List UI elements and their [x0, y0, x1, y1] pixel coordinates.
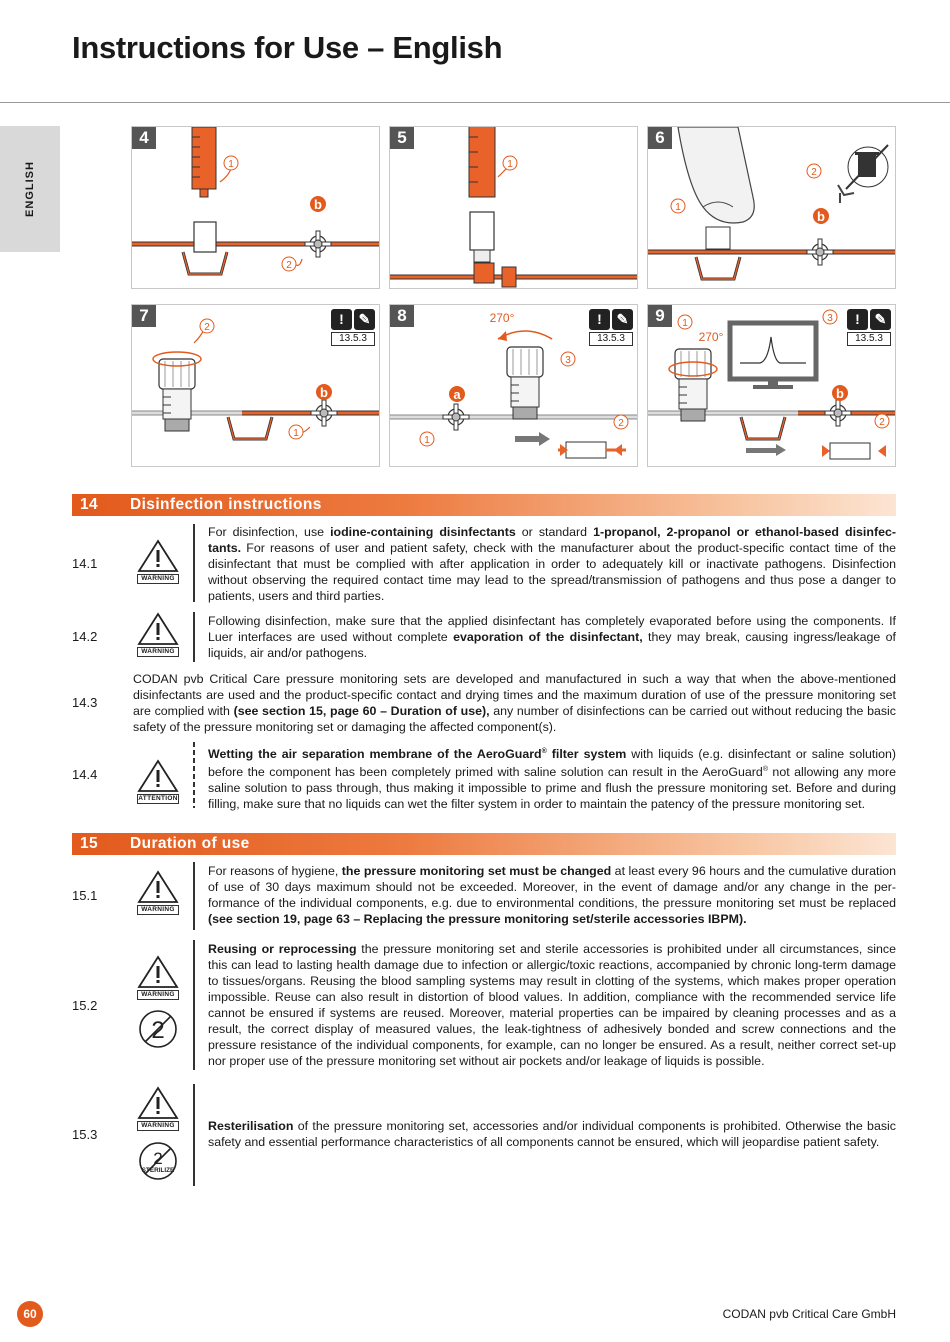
figure-4-callout-b: b: [314, 197, 322, 212]
figure-7: [131, 304, 380, 467]
language-tab-label: ENGLISH: [24, 161, 36, 217]
section-15-header: [72, 833, 896, 855]
attention-symbol: [137, 759, 179, 804]
figure-9: [647, 304, 896, 467]
figure-5-number: 5: [390, 127, 414, 149]
figure-8-callout-2: 2: [618, 418, 624, 429]
figure-9-number: 9: [648, 305, 672, 327]
figure-6: [647, 126, 896, 289]
figure-8-reference-label: 13.5.3: [589, 332, 633, 346]
warning-label: WARNING: [137, 1121, 179, 1131]
page-number: 60: [17, 1301, 43, 1327]
figure-8: [389, 304, 638, 467]
warning-triangle-icon: [137, 1086, 179, 1120]
manual-icon: ✎: [870, 309, 891, 330]
figure-9-callout-b: b: [836, 386, 844, 401]
warning-triangle-icon: [137, 955, 179, 989]
warning-bar: [193, 862, 195, 930]
warning-label: WARNING: [137, 574, 179, 584]
figure-7-reference: [331, 309, 375, 346]
figure-6-callout-2: 2: [811, 167, 817, 178]
figure-7-callout-1: 1: [293, 428, 299, 439]
figure-9-reference-label: 13.5.3: [847, 332, 891, 346]
warning-symbol: [137, 870, 179, 915]
figure-8-callout-1: 1: [424, 435, 430, 446]
figure-6-illustration: [648, 127, 896, 289]
paragraph-14-2: Following disinfection, make sure that the applied disinfectant has completely evaporated before using the components. If Luer interfaces are used without complete evaporation of the disinfectant, they may break, causing ingress/leakage of liquids, air and/or pathogens.: [208, 614, 896, 660]
warning-bar: [193, 524, 195, 602]
paragraph-14-4: Wetting the air separation membrane of the AeroGuard® filter system with liquids (e.g. disinfectant or saline solution) before the component has been completely primed with saline solution can result in the AeroGuard® not allowing any more saline solution to pass through, thus making it impossible to prime and flush the pressure monitoring set. Before and during filling, make sure that no liquids can wet the filter system in order to maintain the patency of the pressure monitoring set.: [208, 747, 896, 812]
figure-8-callout-a: a: [453, 387, 461, 402]
warning-label: WARNING: [137, 905, 179, 915]
section-number: 15: [80, 835, 99, 852]
section-number: 14: [80, 496, 99, 513]
section-14-header: [72, 494, 896, 516]
figure-4: [131, 126, 380, 289]
figure-9-callout-270: 270°: [698, 330, 724, 344]
figure-6-number: 6: [648, 127, 672, 149]
paragraph-14-3: CODAN pvb Critical Care pressure monitoring sets are developed and manufactured in such a way that when the above-mentioned disinfectants are used and the product-specific contact and drying times and the maximum duration of use of the pressure monitoring set are complied with (see section 15, page 60 – Duration of use), any number of disinfections can be carried out without reducing the basic safety of the pressure monitoring set or damaging the affected component(s).: [133, 672, 897, 734]
warning-triangle-icon: [137, 539, 179, 573]
do-not-resterilize-icon: [137, 1140, 179, 1182]
section-title: Disinfection instructions: [130, 496, 322, 513]
figure-4-number: 4: [132, 127, 156, 149]
warning-icon: !: [589, 309, 610, 330]
footer-company: CODAN pvb Critical Care GmbH: [722, 1307, 896, 1321]
paragraph-15-1: For reasons of hygiene, the pressure monitoring set must be changed at least every 96 hours and the cumulative duration of use of 30 days maximum should not be exceeded. Moreover, in the event of damage and/or any change in the performance of the individual components, e.g. due to environmental conditions, the pressure monitoring set must be replaced (see section 19, page 63 – Replacing the pressure monitoring set/sterile accessories IBPM).: [208, 864, 897, 926]
page-title: Instructions for Use – English: [72, 30, 503, 65]
figure-9-callout-1: 1: [682, 318, 688, 329]
figure-6-callout-b: b: [817, 209, 825, 224]
warning-icon: !: [847, 309, 868, 330]
warning-symbol: [137, 955, 179, 1000]
item-number-15-2: 15.2: [72, 998, 98, 1013]
warning-symbol: [137, 1086, 179, 1131]
figure-4-illustration: [132, 127, 380, 289]
figure-8-callout-3: 3: [565, 355, 571, 366]
figure-7-callout-2: 2: [204, 322, 210, 333]
paragraph-15-2: Reusing or reprocessing the pressure monitoring set and sterile accessories is prohibited under all circumstances, since this can lead to lasting health damage due to infection or allergic/toxic reactions, accompanied by chronic long-term damage to tissues/organs. Reusing the blood sampling systems may result in clotting of the systems, which makes proper operation impossible. Reuse can also result in distortion of blood values. In addition, compliance with the recommended service life cannot be ensured if systems are reused. Moreover, material properties can be impaired by cleaning processes and as a result, the correct display of measured values, the leak-tightness of adhesively bonded and screw connections and the pressure resistance of the individual components, for example, can no longer be ensured. As a result, neither correct set-up nor proper use of the pressure monitoring set without air pockets and/or leakage of liquids is possible.: [208, 942, 896, 1068]
figure-9-reference: [847, 309, 891, 346]
item-number-14-4: 14.4: [72, 767, 98, 782]
figure-9-callout-2: 2: [879, 417, 885, 428]
warning-bar: [193, 1084, 195, 1186]
warning-symbol: [137, 612, 179, 657]
figure-7-reference-label: 13.5.3: [331, 332, 375, 346]
item-number-15-1: 15.1: [72, 888, 98, 903]
title-divider: [0, 102, 950, 103]
figure-7-number: 7: [132, 305, 156, 327]
do-not-resterilize-symbol-text: STERILIZE: [141, 1167, 175, 1174]
figure-8-callout-270: 270°: [489, 311, 515, 325]
warning-triangle-icon: [137, 612, 179, 646]
paragraph-14-1: For disinfection, use iodine-containing disinfectants or standard 1-propanol, 2-propanol or ethanol-based disinfectants. For reasons of user and patient safety, check with the manufacturer about the product-specific contact time of the disinfectant that must be complied with after application in order to adequately kill or inactivate pathogens. Disinfection without observing the required contact time may lead to the spread/transmission of pathogens and thus pose a danger to patients, users and third parties.: [208, 525, 896, 603]
section-title: Duration of use: [130, 835, 250, 852]
warning-triangle-icon: [137, 870, 179, 904]
warning-symbol: [137, 539, 179, 584]
do-not-reuse-icon: [137, 1008, 179, 1050]
item-number-15-3: 15.3: [72, 1127, 98, 1142]
figure-4-callout-1: 1: [228, 159, 234, 170]
figure-4-callout-2: 2: [286, 260, 292, 271]
figure-9-callout-3: 3: [827, 313, 833, 324]
item-number-14-3: 14.3: [72, 695, 98, 710]
do-not-resterilize-symbol-number: 2: [153, 1149, 163, 1168]
warning-label: WARNING: [137, 647, 179, 657]
language-tab: [0, 126, 60, 252]
warning-bar: [193, 940, 195, 1070]
item-number-14-2: 14.2: [72, 629, 98, 644]
manual-icon: ✎: [354, 309, 375, 330]
figure-5: [389, 126, 638, 289]
attention-triangle-icon: [137, 759, 179, 793]
warning-icon: !: [331, 309, 352, 330]
warning-label: WARNING: [137, 990, 179, 1000]
item-number-14-1: 14.1: [72, 556, 98, 571]
warning-bar: [193, 612, 195, 662]
figure-7-callout-b: b: [320, 385, 328, 400]
figure-6-callout-1: 1: [675, 202, 681, 213]
figure-8-number: 8: [390, 305, 414, 327]
figure-5-illustration: [390, 127, 638, 289]
figure-8-reference: [589, 309, 633, 346]
attention-label: ATTENTION: [138, 795, 178, 802]
manual-icon: ✎: [612, 309, 633, 330]
do-not-reuse-symbol-text: 2: [151, 1017, 165, 1044]
attention-bar: [193, 742, 195, 808]
figure-5-callout-1: 1: [507, 159, 513, 170]
paragraph-15-3: Resterilisation of the pressure monitoring set, accessories and/or individual components is prohibited. Otherwise the basic safety and essential performance characteristics of all components cannot be ensured, which will jeopardise patient safety.: [208, 1119, 896, 1149]
